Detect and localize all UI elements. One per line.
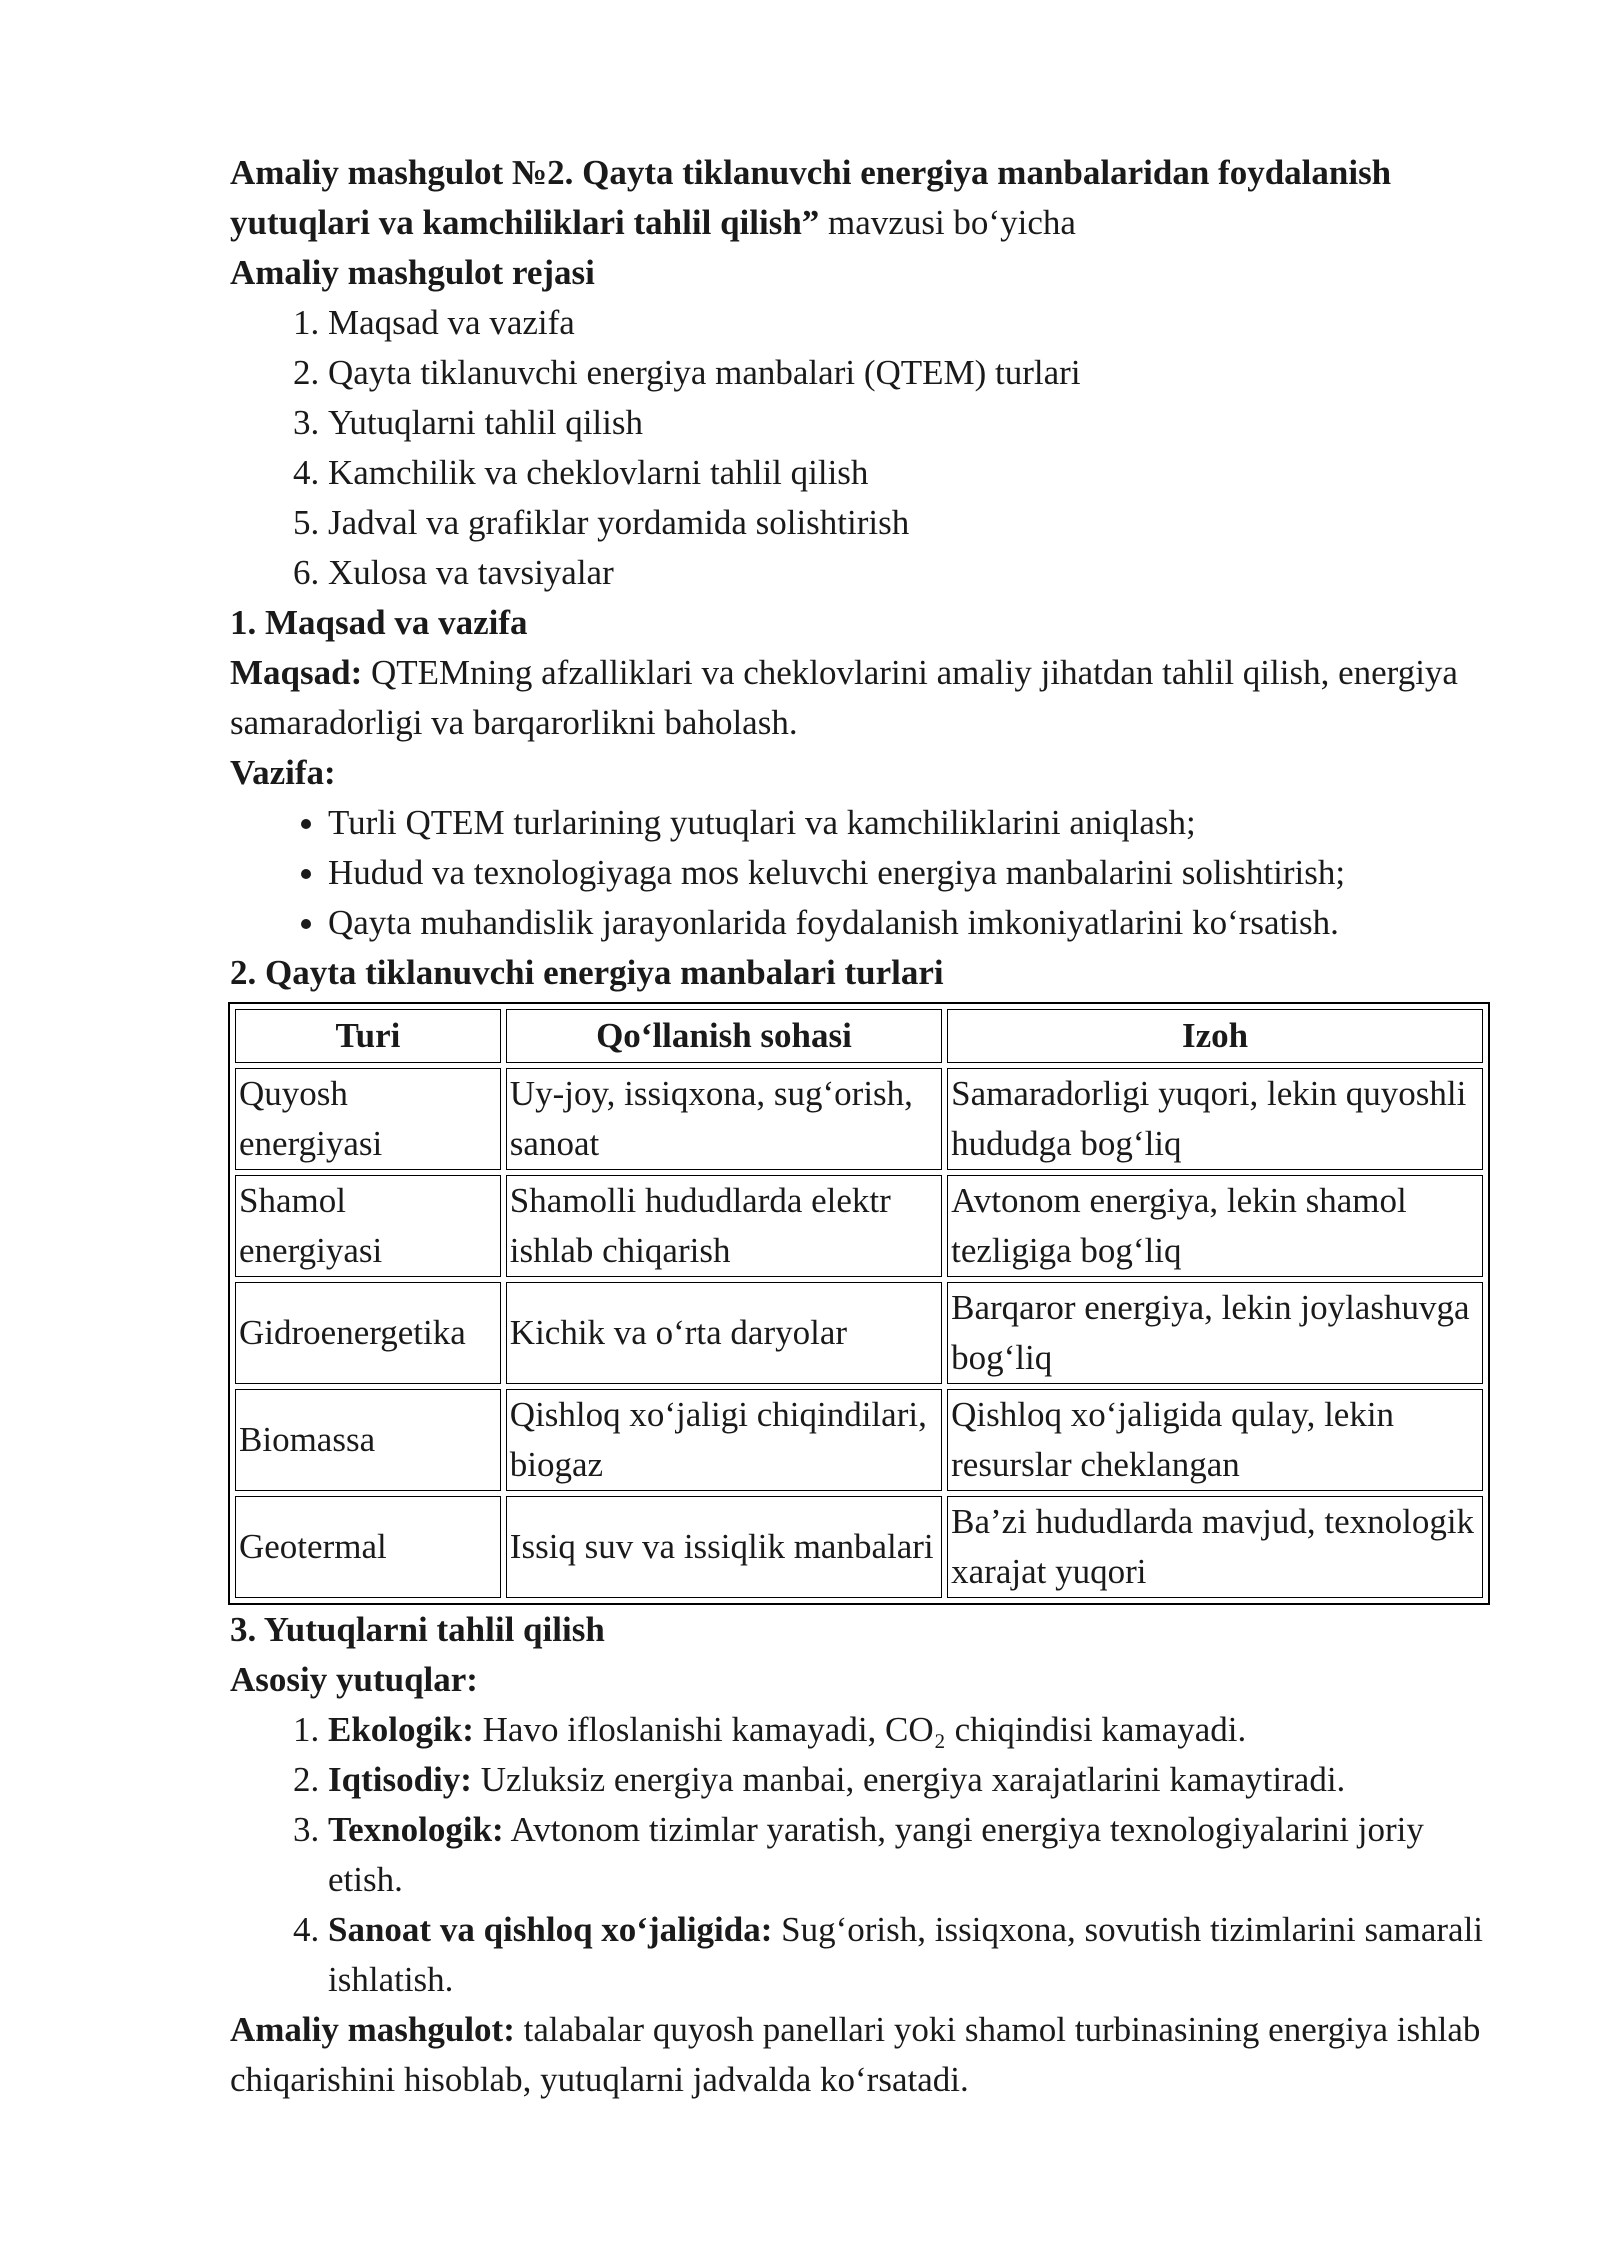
table-row (235, 1282, 1483, 1384)
table-cell: Uy-joy, issiqxona, sug‘orish, sanoat (506, 1068, 942, 1170)
section3-heading-text: 3. Yutuqlarni tahlil qilish (230, 1610, 605, 1649)
goal-text: QTEMning afzalliklari va cheklovlarini amaliy jihatdan tahlil qilish, energiya samaradorligi va barqarorlikni baholash. (230, 653, 1458, 742)
table-cell: Issiq suv va issiqlik manbalari (506, 1496, 942, 1598)
tasks-list (230, 798, 1500, 948)
table-cell: Barqaror energiya, lekin joylashuvga bog‘liq (947, 1282, 1483, 1384)
energy-types-table (228, 1002, 1490, 1605)
table-cell: Shamolli hududlarda elektr ishlab chiqarish (506, 1175, 942, 1277)
achievement-label: Ekologik: (328, 1710, 474, 1749)
achievement-item (328, 1755, 1500, 1805)
achievement-item (328, 1905, 1500, 2005)
plan-item: 3. Yutuqlarni tahlil qilish (328, 398, 1500, 448)
achievements-heading-text: Asosiy yutuqlar: (230, 1660, 478, 1699)
achievement-item (328, 1805, 1500, 1905)
achievement-label: Texnologik: (328, 1810, 504, 1849)
section1-heading-text: 1. Maqsad va vazifa (230, 603, 528, 642)
plan-heading (230, 248, 1500, 298)
table-row (235, 1068, 1483, 1170)
task-item: • Qayta muhandislik jarayonlarida foydalanish imkoniyatlarini ko‘rsatish. (328, 898, 1500, 948)
table-header-cell: Qo‘llanish sohasi (506, 1009, 942, 1063)
tasks-heading (230, 748, 1500, 798)
document-page (230, 148, 1500, 2105)
table-cell: Kichik va o‘rta daryolar (506, 1282, 942, 1384)
table-row (235, 1496, 1483, 1598)
table-header-cell: Izoh (947, 1009, 1483, 1063)
task-item: • Turli QTEM turlarining yutuqlari va kamchiliklarini aniqlash; (328, 798, 1500, 848)
table-row (235, 1389, 1483, 1491)
table-cell: Ba’zi hududlarda mavjud, texnologik xarajat yuqori (947, 1496, 1483, 1598)
table-cell: Gidroenergetika (235, 1282, 501, 1384)
table-header-row (235, 1009, 1483, 1063)
achievement-label: Sanoat va qishloq xo‘jaligida: (328, 1910, 773, 1949)
table-cell: Avtonom energiya, lekin shamol tezligiga bog‘liq (947, 1175, 1483, 1277)
table-cell: Biomassa (235, 1389, 501, 1491)
plan-item: 1. Maqsad va vazifa (328, 298, 1500, 348)
section1-heading (230, 598, 1500, 648)
plan-item: 4. Kamchilik va cheklovlarni tahlil qilish (328, 448, 1500, 498)
title-bold: Amaliy mashgulot №2. Qayta tiklanuvchi energiya manbalaridan foydalanish yutuqlari va kamchiliklari tahlil qilish” (230, 153, 1392, 242)
table-header-cell: Turi (235, 1009, 501, 1063)
practice-paragraph (230, 2005, 1500, 2105)
table-row (235, 1175, 1483, 1277)
section2-heading-text: 2. Qayta tiklanuvchi energiya manbalari turlari (230, 953, 944, 992)
achievements-heading (230, 1655, 1500, 1705)
title-rest: mavzusi bo‘yicha (819, 203, 1076, 242)
practice-text: talabalar quyosh panellari yoki shamol turbinasining energiya ishlab chiqarishini hisoblab, yutuqlarni jadvalda ko‘rsatadi. (230, 2010, 1481, 2099)
goal-paragraph (230, 648, 1500, 748)
tasks-label: Vazifa: (230, 753, 336, 792)
achievement-text: Sug‘orish, issiqxona, sovutish tizimlarini samarali ishlatish. (328, 1910, 1484, 1999)
achievements-list (230, 1705, 1500, 2005)
plan-item: 2. Qayta tiklanuvchi energiya manbalari (QTEM) turlari (328, 348, 1500, 398)
table-cell: Quyosh energiyasi (235, 1068, 501, 1170)
table-cell: Samaradorligi yuqori, lekin quyoshli hududga bog‘liq (947, 1068, 1483, 1170)
goal-label: Maqsad: (230, 653, 363, 692)
achievement-text: Havo ifloslanishi kamayadi, CO₂ chiqindisi kamayadi. (473, 1710, 1247, 1749)
section2-heading (230, 948, 1500, 998)
achievement-label: Iqtisodiy: (328, 1760, 472, 1799)
achievement-text: Uzluksiz energiya manbai, energiya xarajatlarini kamaytiradi. (471, 1760, 1346, 1799)
section3-heading (230, 1605, 1500, 1655)
table-cell: Qishloq xo‘jaligida qulay, lekin resurslar cheklangan (947, 1389, 1483, 1491)
plan-list (230, 298, 1500, 598)
plan-heading-text: Amaliy mashgulot rejasi (230, 253, 595, 292)
achievement-item (328, 1705, 1500, 1755)
table-cell: Shamol energiyasi (235, 1175, 501, 1277)
task-item: • Hudud va texnologiyaga mos keluvchi energiya manbalarini solishtirish; (328, 848, 1500, 898)
table-cell: Qishloq xo‘jaligi chiqindilari, biogaz (506, 1389, 942, 1491)
plan-item: 6. Xulosa va tavsiyalar (328, 548, 1500, 598)
achievement-text: Avtonom tizimlar yaratish, yangi energiya texnologiyalarini joriy etish. (328, 1810, 1424, 1899)
practice-label: Amaliy mashgulot: (230, 2010, 515, 2049)
plan-item: 5. Jadval va grafiklar yordamida solishtirish (328, 498, 1500, 548)
document-title (230, 148, 1500, 248)
table-cell: Geotermal (235, 1496, 501, 1598)
